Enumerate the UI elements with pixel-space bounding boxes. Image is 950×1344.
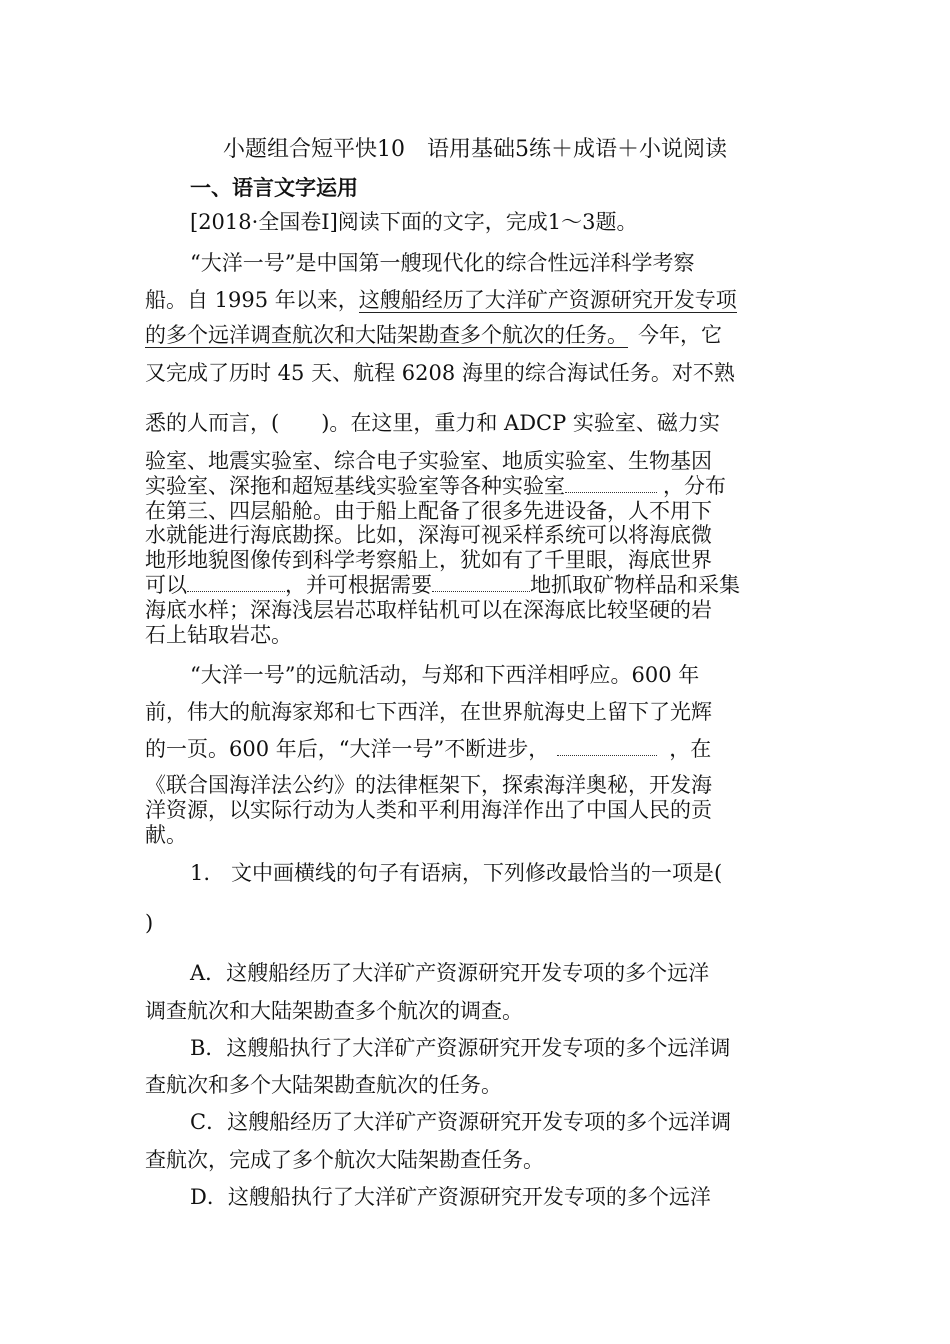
underlined-sentence: 的多个远洋调查航次和大陆架勘查多个航次的任务。 xyxy=(145,323,628,347)
passage-line: 验室、地震实验室、综合电子实验室、地质实验室、生物基因 xyxy=(145,449,712,473)
passage-line: 在第三、四层船舱。由于船上配备了很多先进设备，人不用下 xyxy=(145,499,712,523)
passage-line xyxy=(145,285,805,315)
question-stem: 1. 文中画横线的句子有语病，下列修改最恰当的一项是( xyxy=(190,861,723,885)
passage-line xyxy=(145,320,805,350)
option-b-cont: 查航次和多个大陆架勘查航次的任务。 xyxy=(145,1073,502,1097)
passage-line: 又完成了历时 45 天、航程 6208 海里的综合海试任务。对不熟 xyxy=(145,361,735,385)
passage-line: 地形地貌图像传到科学考察船上，犹如有了千里眼，海底世界 xyxy=(145,548,712,572)
passage-line: 《联合国海洋法公约》的法律框架下，探索海洋奥秘，开发海 xyxy=(145,773,712,797)
option-c[interactable]: C．这艘船经历了大洋矿产资源研究开发专项的多个远洋调 xyxy=(190,1110,732,1134)
passage-text: 地抓取矿物样品和采集 xyxy=(530,573,740,597)
passage-text: 实验室、深拖和超短基线实验室等各种实验室 xyxy=(145,474,565,498)
intro-line: [2018·全国卷Ⅰ]阅读下面的文字，完成1～3题。 xyxy=(190,210,638,234)
page-title: 小题组合短平快10 语用基础5练＋成语＋小说阅读 xyxy=(223,137,727,162)
passage-line: 水就能进行海底勘探。比如，深海可视采样系统可以将海底微 xyxy=(145,523,712,547)
passage-line: 前，伟大的航海家郑和七下西洋，在世界航海史上留下了光辉 xyxy=(145,700,712,724)
question-stem-end: ) xyxy=(145,911,154,935)
passage-text: 可以 xyxy=(145,573,187,597)
passage-line xyxy=(145,734,805,764)
option-c-cont: 查航次，完成了多个航次大陆架勘查任务。 xyxy=(145,1148,544,1172)
option-b[interactable]: B．这艘船执行了大洋矿产资源研究开发专项的多个远洋调 xyxy=(190,1036,731,1060)
passage-line: 献。 xyxy=(145,823,187,847)
passage-line: 石上钻取岩芯。 xyxy=(145,623,292,647)
passage-text: ，并可根据需要 xyxy=(285,573,432,597)
passage-line: 海底水样；深海浅层岩芯取样钻机可以在深海底比较坚硬的岩 xyxy=(145,598,712,622)
passage-text: ，分布 xyxy=(663,474,726,498)
option-d[interactable]: D．这艘船执行了大洋矿产资源研究开发专项的多个远洋 xyxy=(190,1185,711,1209)
underlined-sentence: 这艘船经历了大洋矿产资源研究开发专项 xyxy=(358,288,737,312)
passage-line: 悉的人而言，( )。在这里，重力和 ADCP 实验室、磁力实 xyxy=(145,411,720,435)
passage-line: “大洋一号”是中国第一艘现代化的综合性远洋科学考察 xyxy=(190,251,695,275)
fill-blank[interactable] xyxy=(565,472,657,493)
option-a-cont: 调查航次和大陆架勘查多个航次的调查。 xyxy=(145,999,523,1023)
passage-text: 船。自 1995 年以来， xyxy=(145,288,359,312)
passage-text: 今年，它 xyxy=(638,323,722,347)
passage-text: ，在 xyxy=(669,737,712,761)
fill-blank[interactable] xyxy=(557,735,657,756)
section-heading: 一、语言文字运用 xyxy=(190,176,358,200)
option-a[interactable]: A．这艘船经历了大洋矿产资源研究开发专项的多个远洋 xyxy=(190,961,710,985)
fill-blank[interactable] xyxy=(432,571,530,592)
passage-line: 洋资源，以实际行动为人类和平利用海洋作出了中国人民的贡 xyxy=(145,798,712,822)
passage-line: “大洋一号”的远航活动，与郑和下西洋相呼应。600 年 xyxy=(190,663,700,687)
fill-blank[interactable] xyxy=(187,571,285,592)
passage-text: 的一页。600 年后，“大洋一号”不断进步， xyxy=(145,737,550,761)
